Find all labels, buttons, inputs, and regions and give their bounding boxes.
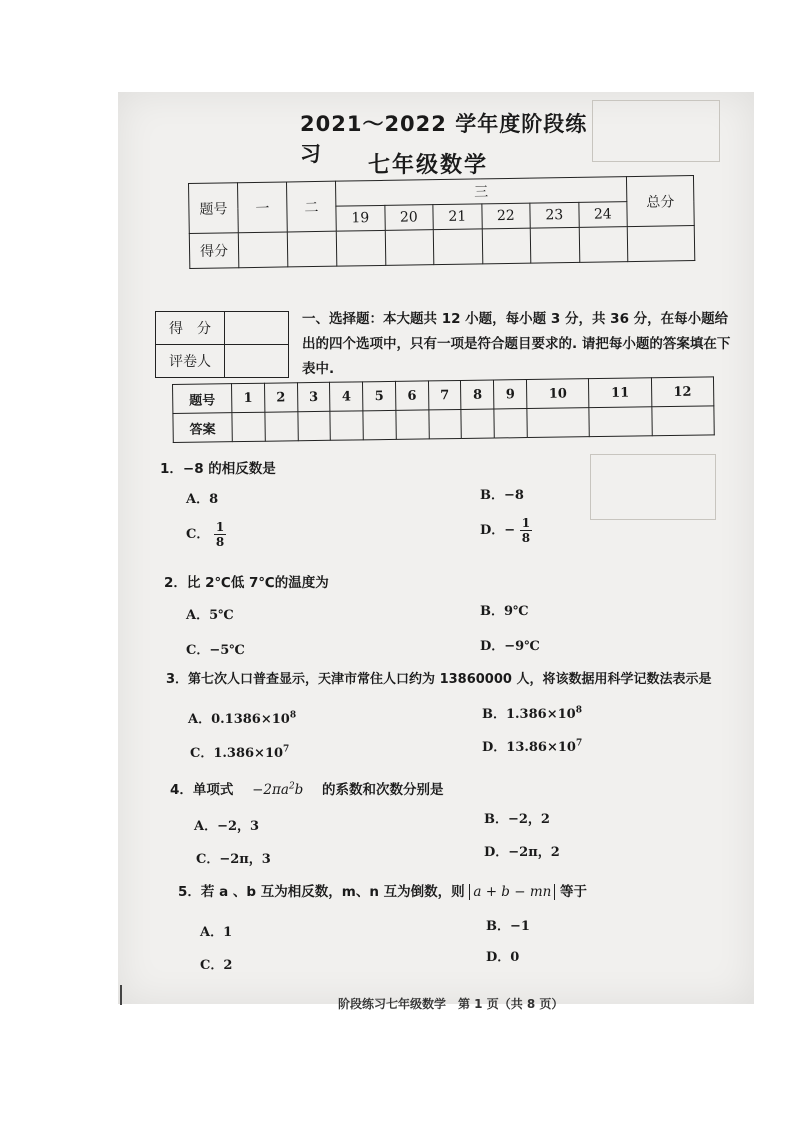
score-cell[interactable] <box>530 227 579 263</box>
answer-table <box>172 376 715 443</box>
grader-name-label: 评卷人 <box>156 345 225 378</box>
score-table-total-label: 总分 <box>626 176 694 227</box>
exponent: 7 <box>283 744 290 755</box>
question-5-stem-pre: 5．若 a 、b 互为相反数，m、n 互为倒数，则 <box>178 884 465 900</box>
question-3-option-b-base: B．1.386×10 <box>482 707 576 722</box>
answer-cell[interactable] <box>589 407 652 437</box>
question-4-expression <box>252 782 303 798</box>
score-table-q22: 22 <box>481 203 530 229</box>
answer-table-number-label: 题号 <box>173 384 232 414</box>
answer-table-answer-label: 答案 <box>173 413 232 443</box>
question-5-absolute-expression: a + b − mn <box>469 884 555 900</box>
score-table-number-label: 题号 <box>189 183 239 234</box>
expression-tail: b <box>294 782 304 798</box>
grader-score-label: 得 分 <box>156 312 225 345</box>
question-3-option-a <box>188 708 296 727</box>
answer-cell[interactable] <box>494 409 527 438</box>
answer-cell[interactable] <box>651 406 714 436</box>
question-3-option-c-base: C．1.386×10 <box>190 746 284 761</box>
score-table-q21: 21 <box>433 204 482 230</box>
question-5-option-c: C．2 <box>200 958 233 973</box>
score-table-q24: 24 <box>578 202 627 228</box>
answer-cell[interactable] <box>461 409 494 438</box>
answer-table-q8: 8 <box>461 380 494 409</box>
score-cell[interactable] <box>433 229 482 265</box>
question-1-stem: 1．−8 的相反数是 <box>160 461 276 477</box>
answer-table-q6: 6 <box>395 381 428 410</box>
question-1-option-c-fraction <box>214 520 226 549</box>
question-1-option-c-label: C． <box>186 527 210 542</box>
score-cell-total[interactable] <box>627 226 695 262</box>
score-table-q20: 20 <box>384 205 433 231</box>
score-table-col-3: 三 <box>335 177 626 207</box>
score-cell[interactable] <box>579 227 628 263</box>
answer-table-q5: 5 <box>363 381 396 410</box>
answer-table-q12: 12 <box>651 377 714 407</box>
score-cell[interactable] <box>287 231 337 267</box>
exponent: 8 <box>289 710 297 721</box>
question-4-option-c: C．−2π，3 <box>196 852 271 867</box>
score-cell[interactable] <box>482 228 531 264</box>
answer-table-q4: 4 <box>330 382 363 411</box>
question-1-option-d-label: D．− <box>480 523 516 538</box>
question-2-option-b: B．9℃ <box>480 604 529 619</box>
answer-cell[interactable] <box>232 412 265 441</box>
exponent: 7 <box>575 738 583 749</box>
fraction-numerator: 1 <box>521 516 531 530</box>
fraction-numerator: 1 <box>215 520 225 534</box>
question-1-option-a: A．8 <box>186 492 219 507</box>
answer-cell[interactable] <box>396 410 429 439</box>
question-3-option-d-base: D．13.86×10 <box>482 740 576 755</box>
score-cell[interactable] <box>385 230 434 266</box>
grader-score-cell[interactable] <box>225 312 289 345</box>
grader-box <box>155 311 289 378</box>
answer-cell[interactable] <box>363 410 396 439</box>
answer-cell[interactable] <box>330 411 363 440</box>
question-4-option-b: B．−2，2 <box>484 812 550 827</box>
ghost-box-mid-right <box>590 454 716 520</box>
expression-body: −2πa <box>252 782 289 798</box>
question-4-stem-pre: 4．单项式 <box>170 782 234 798</box>
score-table-col-1: 一 <box>238 182 288 233</box>
question-2-option-d: D．−9℃ <box>480 639 540 654</box>
question-2-option-c: C．−5℃ <box>186 643 245 658</box>
question-5-option-a: A．1 <box>200 925 233 940</box>
answer-table-q2: 2 <box>264 383 297 412</box>
answer-table-q10: 10 <box>527 379 590 409</box>
exam-title: 2021～2022 学年度阶段练习 <box>300 112 588 166</box>
answer-table-q11: 11 <box>589 378 652 408</box>
score-table <box>188 175 695 269</box>
question-1-option-d <box>480 516 532 545</box>
answer-cell[interactable] <box>429 409 462 438</box>
fraction-denominator: 8 <box>215 535 225 549</box>
question-4-option-a: A．−2，3 <box>194 819 260 834</box>
score-table-q23: 23 <box>530 202 579 228</box>
question-4-stem <box>170 778 444 798</box>
ghost-box-top-right <box>592 100 720 162</box>
section1-instructions: 一、选择题：本大题共 12 小题，每小题 3 分，共 36 分，在每小题给出的四个选项中，只有一项是符合题目要求的. 请把每小题的答案填在下表中. <box>302 311 731 377</box>
score-cell[interactable] <box>238 232 288 268</box>
question-5-option-b: B．−1 <box>486 919 530 934</box>
score-table-col-2: 二 <box>286 181 336 232</box>
answer-table-q7: 7 <box>428 380 461 409</box>
grader-name-cell[interactable] <box>225 345 289 378</box>
question-1-option-b: B．−8 <box>480 488 524 503</box>
question-3-option-a-base: A．0.1386×10 <box>188 712 290 727</box>
exam-subtitle: 七年级数学 <box>368 153 489 178</box>
question-5-stem <box>178 880 587 900</box>
question-3-stem: 3．第七次人口普查显示，天津市常住人口约为 13860000 人，将该数据用科学记数法表示是 <box>166 672 712 687</box>
question-3-option-d <box>482 736 582 755</box>
question-4-stem-post: 的系数和次数分别是 <box>322 782 444 798</box>
question-2-option-a: A．5℃ <box>186 608 234 623</box>
answer-table-q3: 3 <box>297 382 330 411</box>
answer-table-q1: 1 <box>232 383 265 412</box>
score-table-q19: 19 <box>336 205 385 231</box>
question-2-stem: 2．比 2℃低 7℃的温度为 <box>164 575 329 591</box>
score-table-score-label: 得分 <box>189 233 239 269</box>
score-cell[interactable] <box>336 230 385 266</box>
fraction-denominator: 8 <box>521 531 531 545</box>
question-3-option-c <box>190 742 289 761</box>
question-3-option-b <box>482 703 582 722</box>
exponent: 2 <box>288 781 295 792</box>
question-5-option-d: D．0 <box>486 950 520 965</box>
question-5-stem-post: 等于 <box>560 884 588 900</box>
exponent: 8 <box>575 705 582 716</box>
question-4-option-d: D．−2π，2 <box>484 845 560 860</box>
question-1-option-c <box>186 520 226 549</box>
answer-cell[interactable] <box>297 411 330 440</box>
question-1-option-d-fraction <box>520 516 532 545</box>
answer-cell[interactable] <box>265 412 298 441</box>
answer-cell[interactable] <box>527 408 590 438</box>
answer-table-q9: 9 <box>494 380 527 409</box>
page-edge-mark <box>120 985 122 1005</box>
page-footer: 阶段练习七年级数学 第 1 页（共 8 页） <box>338 997 564 1011</box>
